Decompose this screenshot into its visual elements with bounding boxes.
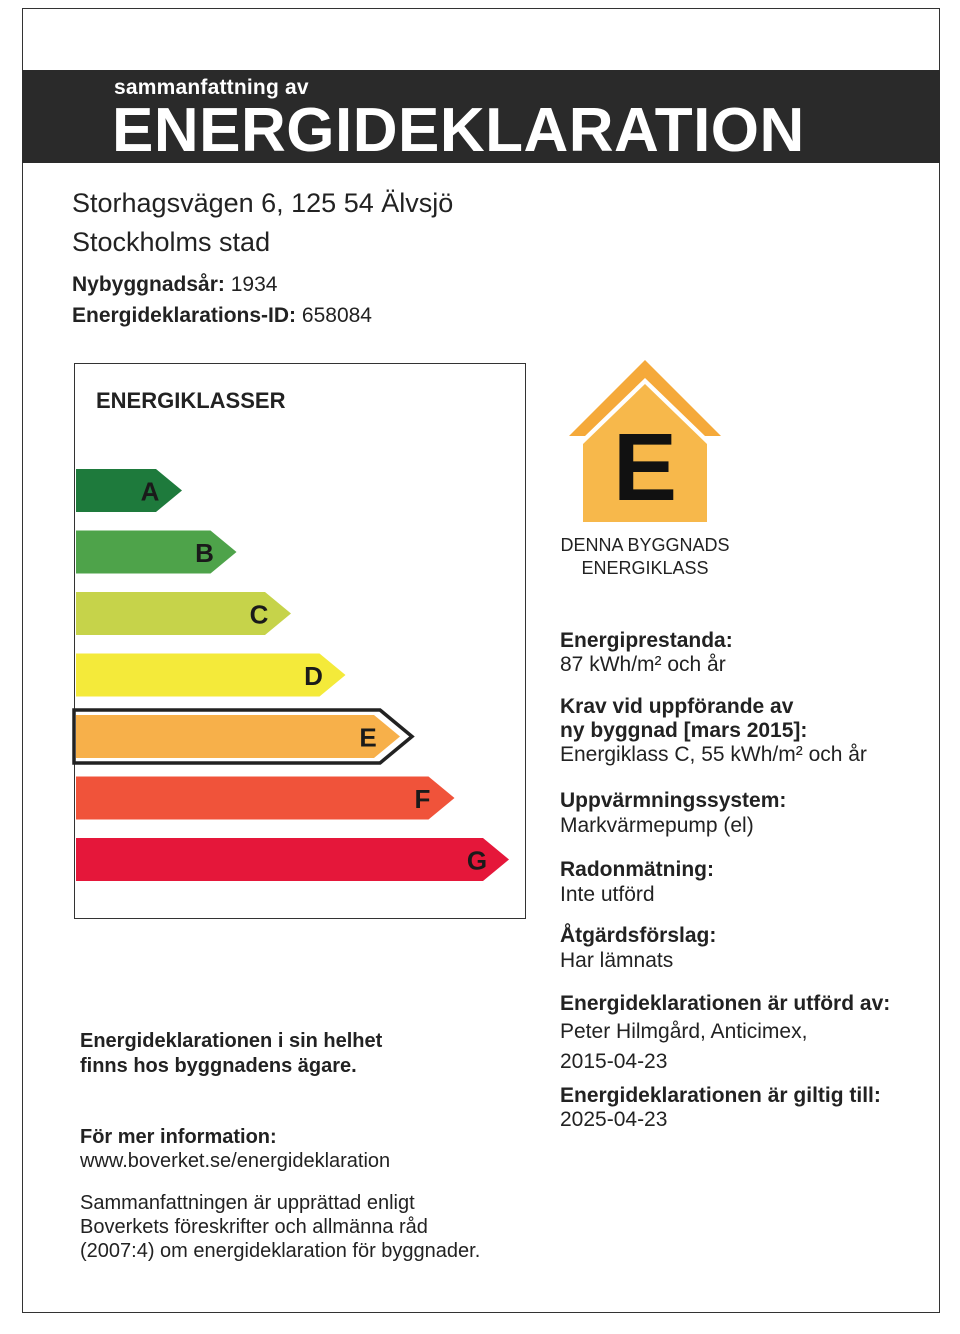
energy-class-e — [74, 710, 412, 763]
energy-class-a-label: A — [140, 476, 160, 507]
measures-value: Har lämnats — [560, 949, 674, 972]
footer-line-2: Boverkets föreskrifter och allmänna råd — [80, 1216, 428, 1238]
performance-label: Energiprestanda: — [560, 629, 733, 652]
footer-line-3: (2007:4) om energideklaration för byggnader. — [80, 1240, 481, 1262]
address-line-2: Stockholms stad — [72, 227, 271, 257]
energy-class-c — [76, 592, 291, 635]
energy-class-title: ENERGIKLASSER — [96, 388, 286, 413]
address-line-1: Storhagsvägen 6, 125 54 Älvsjö — [72, 188, 454, 218]
performed-by-value: Peter Hilmgård, Anticimex, — [560, 1020, 808, 1043]
energy-class-a-arrow — [76, 469, 182, 512]
requirement-value: Energiklass C, 55 kWh/m² och år — [560, 743, 867, 766]
owner-note-line-1: Energideklarationen i sin helhet — [80, 1030, 383, 1052]
energy-class-f-label: F — [414, 784, 431, 814]
more-info-label: För mer information: — [80, 1126, 277, 1148]
footer-line-1: Sammanfattningen är upprättad enligt — [80, 1192, 415, 1214]
header-subtitle: sammanfattning av — [114, 76, 309, 99]
energy-class-f — [76, 777, 455, 820]
performance-value: 87 kWh/m² och år — [560, 653, 726, 676]
energy-class-g — [76, 838, 509, 881]
performed-by-label: Energideklarationen är utförd av: — [560, 992, 891, 1015]
energy-class-c-label: C — [249, 599, 269, 630]
construction-year-label: Nybyggnadsår: — [72, 273, 225, 296]
energy-class-a — [76, 469, 182, 512]
owner-note-line-2: finns hos byggnadens ägare. — [80, 1055, 357, 1077]
energy-class-b — [76, 531, 237, 574]
building-class-caption-1: DENNA BYGGNADS — [560, 535, 730, 555]
energy-class-b-label: B — [195, 538, 214, 568]
radon-value: Inte utförd — [560, 883, 655, 906]
requirement-label-2: ny byggnad [mars 2015]: — [560, 719, 808, 742]
energy-class-g-label: G — [466, 845, 488, 876]
energy-class-e-arrow — [76, 715, 400, 758]
declaration-id-label: Energideklarations-ID: — [72, 304, 297, 327]
declaration-id-value: 658084 — [301, 304, 372, 327]
energy-class-f-arrow — [76, 777, 455, 820]
radon-label: Radonmätning: — [560, 858, 714, 881]
more-info-url[interactable]: www.boverket.se/energideklaration — [80, 1150, 391, 1172]
energy-class-g-arrow — [76, 838, 509, 881]
valid-until-label: Energideklarationen är giltig till: — [560, 1084, 881, 1107]
header-title: ENERGIDEKLARATION — [112, 96, 805, 165]
requirement-label-1: Krav vid uppförande av — [560, 695, 794, 718]
measures-label: Åtgärdsförslag: — [560, 924, 717, 947]
heating-label: Uppvärmningssystem: — [560, 789, 787, 812]
energy-class-d — [76, 654, 346, 697]
valid-until-value: 2025-04-23 — [560, 1108, 668, 1131]
energy-class-e-label: E — [359, 722, 377, 753]
heating-value: Markvärmepump (el) — [560, 814, 754, 837]
building-class-caption-2: ENERGIKLASS — [581, 558, 709, 578]
construction-year-value: 1934 — [230, 273, 278, 296]
performed-date: 2015-04-23 — [560, 1050, 668, 1073]
building-class-letter: E — [612, 414, 678, 521]
energy-class-d-label: D — [304, 661, 323, 691]
